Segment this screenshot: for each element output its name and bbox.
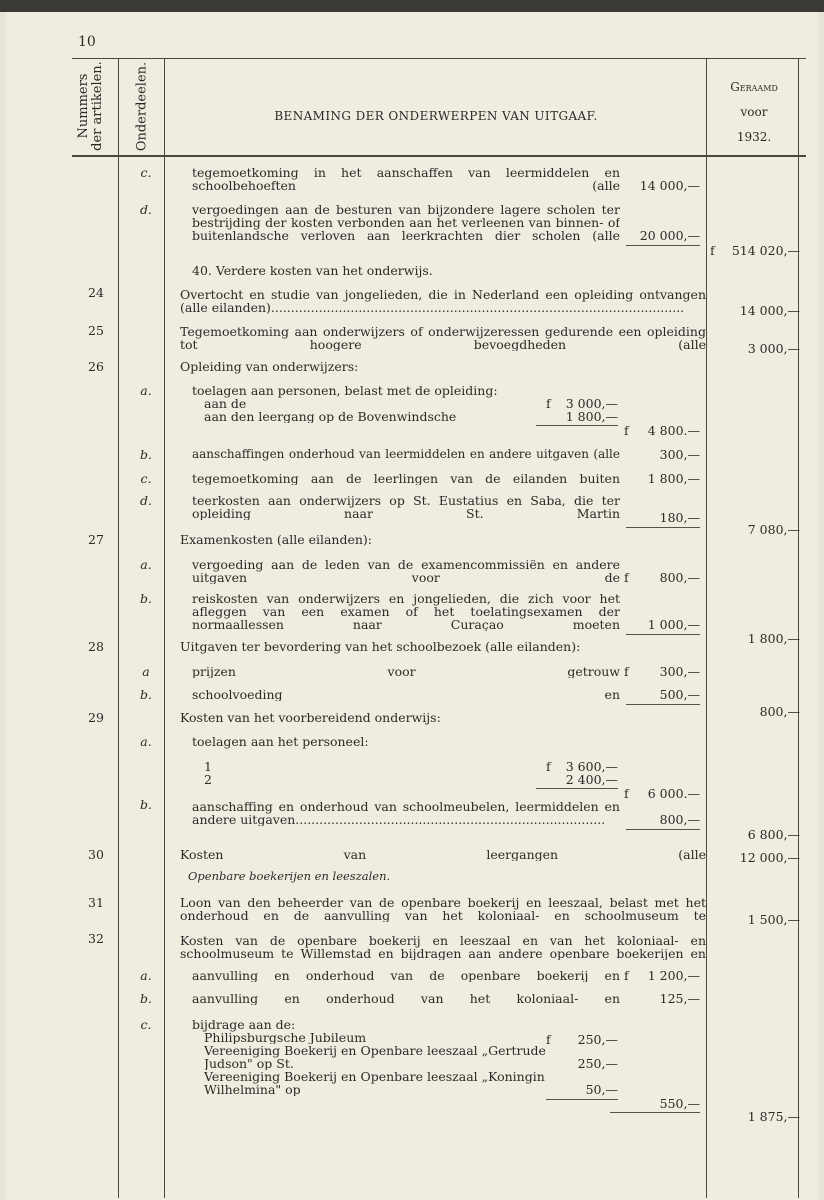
article-26a-line2: aan den leergang op de Bovenwindsche <box>204 410 457 423</box>
article-27b-amount: 1 000,— <box>647 617 700 632</box>
article-26-total: 7 080,— <box>747 522 800 537</box>
top-border <box>0 0 824 12</box>
article-26a-amount: 4 800.— <box>647 423 700 438</box>
article-32c-sub: c. <box>140 1017 152 1032</box>
header-top-rule <box>72 58 806 59</box>
article-29a-line1-amount: 3 600,— <box>565 759 618 774</box>
header-voor: voor <box>740 105 768 119</box>
subtotal-rule <box>626 245 700 246</box>
article-28a-text: prijzen voor getrouw <box>192 665 620 678</box>
article-29b-amount: 800,— <box>659 812 700 827</box>
article-32-text: Kosten van de openbare boekerij en leeszaal en van het koloniaal- en schoolmuseum te Willemstad en bijdragen aan andere openbare boekerijen en <box>180 934 706 960</box>
row-d-text: vergoedingen aan de besturen van bijzondere lagere scholen ter bestrijding der kosten verbonden aan het verleenen van binnen- of buitenlandsche verloven aan leerkrachten dier scholen (alle <box>192 203 620 242</box>
article-32c-line2-amount: 250,— <box>577 1056 618 1071</box>
page-number: 10 <box>78 34 96 50</box>
article-27-rule <box>626 634 700 635</box>
article-32-total: 1 875,— <box>747 1109 800 1124</box>
article-29-total: 6 800,— <box>747 827 800 842</box>
article-26a-text: toelagen aan personen, belast met de opleiding: <box>192 383 498 398</box>
article-30-number: 30 <box>88 847 104 862</box>
article-32c-amount: 550,— <box>659 1096 700 1111</box>
article-32c-line1-amount: 250,— <box>577 1032 618 1047</box>
header-col-numbers: Nummers der artikelen. <box>76 61 105 151</box>
article-32c-line2: Vereeniging Boekerij en Openbare leeszaal „Gertrude Judson" op St. <box>204 1044 546 1070</box>
article-27-total: 1 800,— <box>747 631 800 646</box>
article-28a-amount: 300,— <box>659 664 700 679</box>
article-26d-sub: d. <box>140 493 152 508</box>
article-28b-text: schoolvoeding en <box>192 688 620 701</box>
header-geraamd: Geraamd <box>730 80 778 94</box>
article-26b-amount: 300,— <box>659 447 700 462</box>
document-page <box>6 12 818 1200</box>
article-29a-sub: a. <box>140 734 152 749</box>
article-26c-amount: 1 800,— <box>647 471 700 486</box>
header-bottom-rule <box>72 155 806 157</box>
article-32b-amount: 125,— <box>659 991 700 1006</box>
article-29a-amount: 6 000.— <box>647 786 700 801</box>
article-32b-text: aanvulling en onderhoud van het koloniaal- en <box>192 992 620 1005</box>
article-30-total: 12 000,— <box>739 850 800 865</box>
article-26a-f: f <box>624 423 629 438</box>
article-29a-f: f <box>624 786 629 801</box>
article-29b-sub: b. <box>140 797 152 812</box>
article-24-number: 24 <box>88 285 104 300</box>
article-32a-sub: a. <box>140 968 152 983</box>
section-40-heading: 40. Verdere kosten van het onderwijs. <box>192 263 433 278</box>
article-32b-sub: b. <box>140 991 152 1006</box>
article-32c-line3: Vereeniging Boekerij en Openbare leeszaal „Koningin Wilhelmina" op <box>204 1070 545 1096</box>
article-29b-text: aanschaffing en onderhoud van schoolmeubelen, leermiddelen en andere uitgaven.............................................................................. <box>192 800 620 826</box>
header-col-parts: Onderdeelen. <box>134 61 150 152</box>
florin-sign: f <box>710 243 715 258</box>
article-26d-text: teerkosten aan onderwijzers op St. Eustatius en Saba, die ter opleiding naar St. Martin <box>192 494 620 520</box>
article-30-text: Kosten van leergangen (alle <box>180 848 706 861</box>
article-27b-text: reiskosten van onderwijzers en jongelieden, die zich voor het afleggen van een examen of het toelatingsexamen der normaallessen naar Curaçao moeten <box>192 592 620 631</box>
section-libraries-heading: Openbare boekerijen en leeszalen. <box>188 869 391 883</box>
article-28-total: 800,— <box>759 704 800 719</box>
article-32-rule <box>610 1112 700 1113</box>
article-26b-text: aanschaffingen onderhoud van leermiddelen en andere uitgaven (alle <box>192 448 620 461</box>
column-divider-4 <box>798 58 799 1198</box>
article-26a-line1-f: f <box>546 396 551 411</box>
row-c-text: tegemoetkoming in het aanschaffen van leermiddelen en schoolbehoeften (alle <box>192 166 620 192</box>
article-26-number: 26 <box>88 359 104 374</box>
article-32-number: 32 <box>88 931 104 946</box>
article-29-rule <box>626 829 700 830</box>
row-d-sub: d. <box>140 202 152 217</box>
article-29a-rule <box>536 788 618 789</box>
article-26-rule <box>626 527 700 528</box>
header-year: 1932. <box>736 130 772 144</box>
article-29a-text: toelagen aan het personeel: <box>192 734 369 749</box>
article-28-rule <box>626 704 700 705</box>
article-26c-text: tegemoetkoming aan de leerlingen van de eilanden buiten <box>192 472 620 485</box>
article-25-text: Tegemoetkoming aan onderwijzers of onderwijzeressen gedurende een opleiding tot hoogere bevoegdheden (alle <box>180 325 706 351</box>
article-26c-sub: c. <box>140 471 152 486</box>
article-26a-line2-amount: 1 800,— <box>565 409 618 424</box>
article-26a-line1: aan de <box>204 397 247 410</box>
article-29a-line1-f: f <box>546 759 551 774</box>
article-29-text: Kosten van het voorbereidend onderwijs: <box>180 710 441 725</box>
article-26a-line1-amount: 3 000,— <box>565 396 618 411</box>
article-31-text: Loon van den beheerder van de openbare boekerij en leeszaal, belast met het onderhoud en de aanvulling van het koloniaal- en schoolmuseum te <box>180 896 706 922</box>
article-27-text: Examenkosten (alle eilanden): <box>180 532 373 547</box>
article-26d-amount: 180,— <box>659 510 700 525</box>
article-24-total: 14 000,— <box>739 303 800 318</box>
article-28a-f: f <box>624 664 629 679</box>
article-27a-text: vergoeding aan de leden van de examencommissiën en andere uitgaven voor de <box>192 558 620 584</box>
article-26a-rule <box>536 425 618 426</box>
article-29a-line2: 2 <box>204 773 212 786</box>
article-27a-f: f <box>624 570 629 585</box>
article-32a-amount: 1 200,— <box>647 968 700 983</box>
article-27a-sub: a. <box>140 557 152 572</box>
article-25-total: 3 000,— <box>747 341 800 356</box>
article-31-number: 31 <box>88 895 104 910</box>
article-28a-sub: a <box>142 664 150 679</box>
article-28b-amount: 500,— <box>659 687 700 702</box>
row-c-amount: 14 000,— <box>639 178 700 193</box>
article-32c-text: bijdrage aan de: <box>192 1017 296 1032</box>
article-26a-sub: a. <box>140 383 152 398</box>
article-24-text: Overtocht en studie van jongelieden, die in Nederland een opleiding ontvangen (alle eilanden)........................................................................................................ <box>180 288 706 314</box>
column-divider-3 <box>706 58 707 1198</box>
article-26b-sub: b. <box>140 447 152 462</box>
article-32c-line3-amount: 50,— <box>585 1082 618 1097</box>
article-31-total: 1 500,— <box>747 912 800 927</box>
article-27a-amount: 800,— <box>659 570 700 585</box>
article-32c-line1-f: f <box>546 1032 551 1047</box>
article-29-number: 29 <box>88 710 104 725</box>
article-26-text: Opleiding van onderwijzers: <box>180 359 359 374</box>
article-32c-rule <box>546 1099 618 1100</box>
article-27-number: 27 <box>88 532 104 547</box>
article-28b-sub: b. <box>140 687 152 702</box>
article-32a-text: aanvulling en onderhoud van de openbare boekerij en <box>192 969 620 982</box>
article-25-number: 25 <box>88 323 104 338</box>
article-29a-line2-amount: 2 400,— <box>565 772 618 787</box>
column-divider-1 <box>118 58 119 1198</box>
article-28-number: 28 <box>88 639 104 654</box>
article-32c-line1: Philipsburgsche Jubileum <box>204 1031 367 1044</box>
article-32a-f: f <box>624 968 629 983</box>
row-c-sub: c. <box>140 165 152 180</box>
header-title: BENAMING DER ONDERWERPEN VAN UITGAAF. <box>274 109 598 123</box>
row-d-total: 514 020,— <box>731 243 800 258</box>
article-28-text: Uitgaven ter bevordering van het schoolbezoek (alle eilanden): <box>180 639 581 654</box>
article-27b-sub: b. <box>140 591 152 606</box>
row-d-amount: 20 000,— <box>639 228 700 243</box>
article-29a-line1: 1 <box>204 760 212 773</box>
